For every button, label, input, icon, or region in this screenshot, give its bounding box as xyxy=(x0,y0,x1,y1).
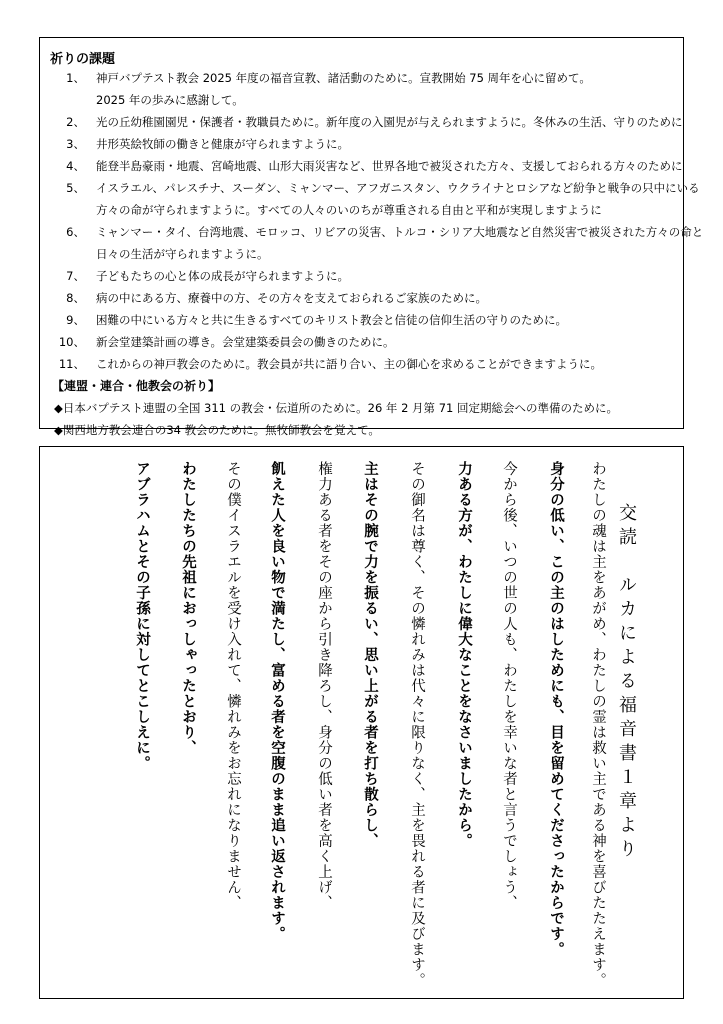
prayer-item-text: 困難の中にいる方々と共に生きるすべてのキリスト教会と信徒の信仰生活の守りのために。 xyxy=(96,313,568,327)
prayer-item-number xyxy=(48,89,96,111)
prayer-item-line xyxy=(48,353,683,375)
reading-line: わたしたちの先祖におっしゃったとおり、 xyxy=(180,461,196,756)
prayer-item-number xyxy=(48,199,96,221)
prayer-item-number: 8、 xyxy=(66,291,85,305)
prayer-item-line xyxy=(48,221,704,243)
reading-line: 力ある方が、わたしに偉大なことをなさいましたから。 xyxy=(456,461,472,849)
responsive-reading-box xyxy=(39,446,684,999)
prayer-item-text: 子どもたちの心と体の成長が守られますように。 xyxy=(96,269,349,283)
reading-line: その僕イスラエルを受け入れて、憐れみをお忘れになりません、 xyxy=(225,461,241,911)
prayer-item-line xyxy=(48,309,683,331)
prayer-item-number: 4、 xyxy=(66,159,85,173)
prayer-item-text: 2025 年の歩みに感謝して。 xyxy=(96,93,244,107)
prayer-item-number: 11、 xyxy=(58,357,85,371)
prayer-item-number: 10、 xyxy=(58,335,85,349)
reading-line: その御名は尊く、その憐れみは代々に限りなく、主を畏れる者に及びます。 xyxy=(409,461,425,988)
prayer-item-line xyxy=(48,287,683,309)
prayer-bullet: ◆関西地方教会連合の34 教会のために。無牧師教会を覚えて。 xyxy=(54,423,380,437)
reading-line: 主はその腕で力を振るい、思い上がる者を打ち散らし、 xyxy=(362,461,378,849)
prayer-item-number xyxy=(48,243,96,265)
prayer-item-text: ミャンマー・タイ、台湾地震、モロッコ、リビアの災害、トルコ・シリア大地震など自然災害で被災された方々の命と xyxy=(96,225,704,239)
prayer-item-number: 2、 xyxy=(66,115,85,129)
prayer-item-text: 神戸バプテスト教会 2025 年度の福音宣教、諸活動のために。宣教開始 75 周年を心に留めて。 xyxy=(96,71,591,85)
prayer-bullet: ◆日本バプテスト連盟の全国 311 の教会・伝道所のために。26 年 2 月第 71 回定期総会への準備のために。 xyxy=(54,401,619,415)
prayer-item-number: 5、 xyxy=(66,181,85,195)
prayer-item-line xyxy=(48,177,700,199)
prayer-item-line xyxy=(48,89,683,111)
prayer-item-number: 9、 xyxy=(66,313,85,327)
prayer-item-number: 1、 xyxy=(66,71,85,85)
prayer-item-text: 方々の命が守られますように。すべての人々のいのちが尊重される自由と平和が実現しますように xyxy=(96,203,602,217)
prayer-item-text: 病の中にある方、療養中の方、その方々を支えておられるご家族のために。 xyxy=(96,291,487,305)
prayer-item-text: 新会堂建築計画の導き。会堂建築委員会の働きのために。 xyxy=(96,335,395,349)
prayer-item-line xyxy=(48,199,683,221)
prayer-subtitle: 【連盟・連合・他教会の祈り】 xyxy=(52,379,221,393)
prayer-item-text: 光の丘幼稚園園児・保護者・教職員ために。新年度の入園児が与えられますように。冬休みの生活、守りのために xyxy=(96,115,683,129)
reading-line: 権力ある者をその座から引き降ろし、身分の低い者を高く上げ、 xyxy=(316,461,332,911)
prayer-item-number: 7、 xyxy=(66,269,85,283)
prayer-item-line xyxy=(48,265,683,287)
reading-line: わたしの魂は主をあがめ、わたしの霊は救い主である神を喜びたたえます。 xyxy=(590,461,606,988)
prayer-item-line xyxy=(48,155,683,177)
prayer-item-number: 6、 xyxy=(66,225,85,239)
prayer-item-text: 井形英絵牧師の働きと健康が守られますように。 xyxy=(96,137,349,151)
reading-line: 今から後、いつの世の人も、わたしを幸いな者と言うでしょう、 xyxy=(501,461,517,911)
reading-line: 飢えた人を良い物で満たし、富める者を空腹のまま追い返されます。 xyxy=(269,461,285,942)
prayer-item-text: 能登半島豪雨・地震、宮崎地震、山形大雨災害など、世界各地で被災された方々、支援しておられる方々のために xyxy=(96,159,683,173)
prayer-title: 祈りの課題 xyxy=(50,52,116,67)
prayer-item-line xyxy=(48,133,683,155)
reading-line: 身分の低い、この主のはしためにも、目を留めてくださったからです。 xyxy=(548,461,564,957)
prayer-requests-box xyxy=(39,37,704,437)
reading-title: 交読 ルカによる福音書１章より xyxy=(616,503,637,863)
prayer-item-text: 日々の生活が守られますように。 xyxy=(96,247,269,261)
prayer-item-line xyxy=(48,331,683,353)
prayer-item-text: これからの神戸教会のために。教会員が共に語り合い、主の御心を求めることができますように。 xyxy=(96,357,602,371)
prayer-item-text: イスラエル、パレスチナ、スーダン、ミャンマー、アフガニスタン、ウクライナとロシアなど紛争と戦争の只中にいる xyxy=(96,181,700,195)
reading-line: アブラハムとその子孫に対してとこしえに。 xyxy=(134,461,150,771)
prayer-item-line xyxy=(48,243,683,265)
prayer-item-line xyxy=(48,67,683,89)
prayer-list xyxy=(48,67,704,441)
prayer-item-line xyxy=(48,111,683,133)
prayer-item-number: 3、 xyxy=(66,137,85,151)
